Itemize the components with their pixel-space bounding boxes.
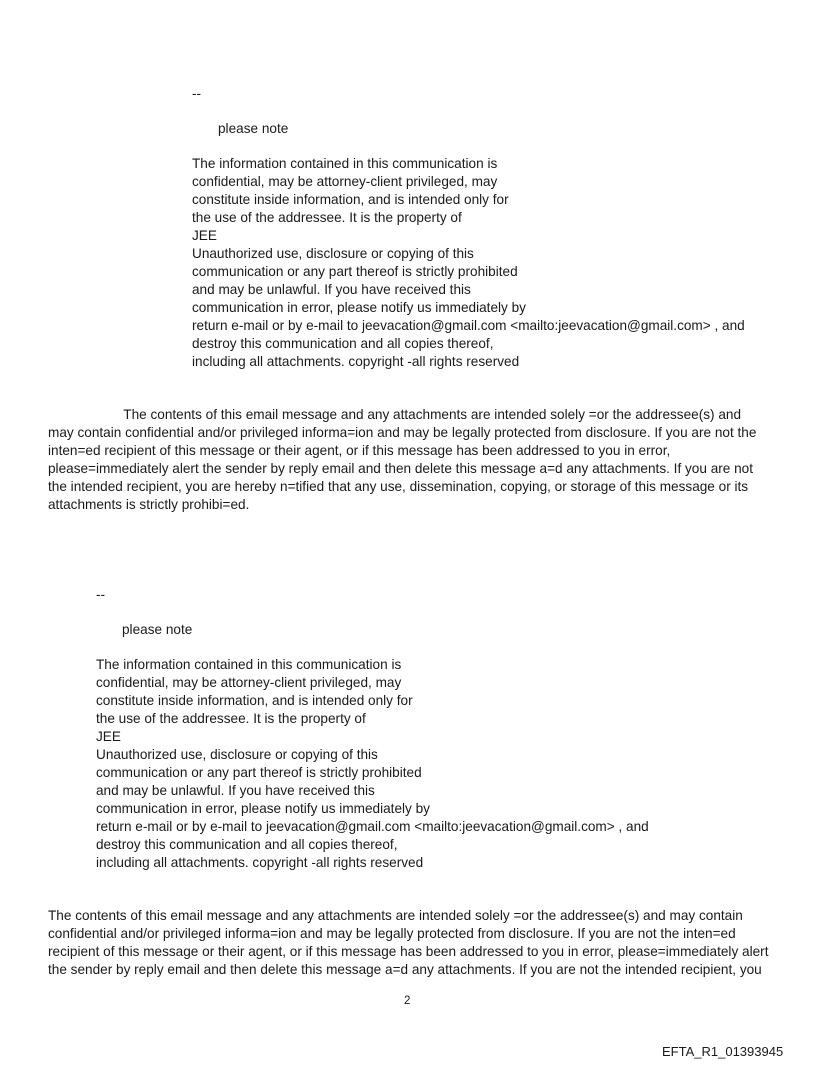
notice-line: Unauthorized use, disclosure or copying of this (96, 747, 378, 762)
notice-line: including all attachments. copyright -all rights reserved (96, 855, 424, 870)
please-note-heading: please note (122, 622, 193, 637)
notice-line: including all attachments. copyright -all rights reserved (192, 354, 520, 369)
notice-line: return e-mail or by e-mail to jeevacation@gmail.com <mailto:jeevacation@gmail.com> , and (192, 318, 745, 333)
disclaimer-line: may contain confidential and/or privileged informa=ion and may be legally protected from disclosure. If you are not the (48, 425, 757, 440)
notice-line: JEE (192, 228, 217, 243)
disclaimer-line: recipient of this message or their agent, or if this message has been addressed to you in error, please=immediately alert (48, 944, 769, 959)
disclaimer-line: The contents of this email message and any attachments are intended solely =or the addressee(s) and may contain (48, 908, 743, 923)
page-number: 2 (404, 995, 411, 1007)
notice-line: the use of the addressee. It is the property of (192, 210, 462, 225)
notice-line: Unauthorized use, disclosure or copying of this (192, 246, 474, 261)
notice-line: constitute inside information, and is intended only for (96, 693, 413, 708)
disclaimer-line: inten=ed recipient of this message or their agent, or if this message has been addressed to you in error, (48, 443, 671, 458)
disclaimer-line: please=immediately alert the sender by reply email and then delete this message a=d any attachments. If you are not (48, 461, 754, 476)
notice-line: destroy this communication and all copies thereof, (192, 336, 494, 351)
disclaimer-line: attachments is strictly prohibi=ed. (48, 497, 250, 512)
email-disclaimer-2 (48, 907, 768, 979)
disclaimer-line: confidential and/or privileged informa=ion and may be legally protected from disclosure. If you are not the inten=ed (48, 926, 736, 941)
disclaimer-line: the sender by reply email and then delete this message a=d any attachments. If you are not the intended recipient, you (48, 962, 762, 977)
confidentiality-notice-1 (192, 155, 745, 371)
notice-line: return e-mail or by e-mail to jeevacation@gmail.com <mailto:jeevacation@gmail.com> , and (96, 819, 649, 834)
notice-line: destroy this communication and all copies thereof, (96, 837, 398, 852)
please-note-heading: please note (218, 121, 289, 136)
notice-line: communication in error, please notify us immediately by (96, 801, 430, 816)
email-disclaimer-1 (48, 406, 756, 514)
notice-line: communication in error, please notify us immediately by (192, 300, 526, 315)
separator-dashes: -- (96, 587, 106, 602)
notice-line: the use of the addressee. It is the property of (96, 711, 366, 726)
bates-number: EFTA_R1_01393945 (662, 1044, 784, 1059)
separator-dashes: -- (192, 86, 202, 101)
notice-line: confidential, may be attorney-client privileged, may (192, 174, 498, 189)
notice-line: constitute inside information, and is intended only for (192, 192, 509, 207)
notice-line: and may be unlawful. If you have received this (96, 783, 375, 798)
notice-line: communication or any part thereof is strictly prohibited (192, 264, 518, 279)
notice-line: JEE (96, 729, 121, 744)
notice-line: and may be unlawful. If you have received this (192, 282, 471, 297)
notice-line: The information contained in this communication is (192, 156, 498, 171)
notice-line: confidential, may be attorney-client privileged, may (96, 675, 402, 690)
disclaimer-line: the intended recipient, you are hereby n=tified that any use, dissemination, copying, or storage of this message or its (48, 479, 749, 494)
disclaimer-line: The contents of this email message and any attachments are intended solely =or the addressee(s) and (48, 407, 742, 422)
confidentiality-notice-2 (96, 656, 649, 872)
notice-line: communication or any part thereof is strictly prohibited (96, 765, 422, 780)
notice-line: The information contained in this communication is (96, 657, 402, 672)
